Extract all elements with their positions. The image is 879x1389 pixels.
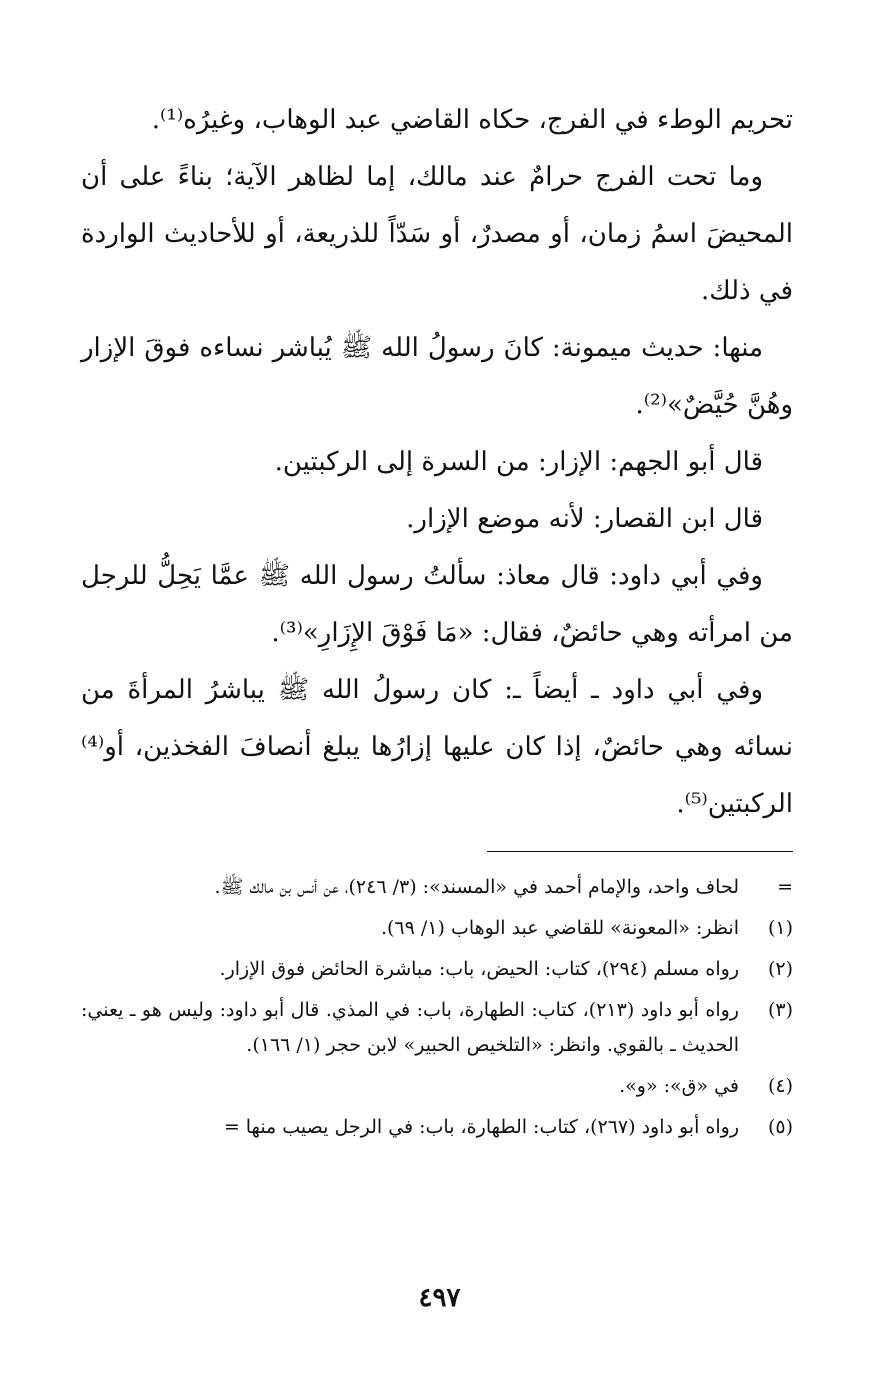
footnote-separator: [487, 851, 793, 852]
footnote-text: انظر: «المعونة» للقاضي عبد الوهاب (١/ ٦٩).: [380, 917, 739, 939]
page-number: ٤٩٧: [418, 1283, 461, 1313]
footnote-marker: (٢): [767, 958, 793, 980]
footnote-marker: (٣): [767, 999, 793, 1021]
footnote-text: رواه مسلم (٢٩٤)، كتاب: الحيض، باب: مباشرة الحائض فوق الإزار.: [219, 958, 739, 980]
paragraph-3: منها: حديث ميمونة: كانَ رسولُ الله ﷺ يُباشر نساءه فوقَ الإزار وهُنَّ حُيَّضٌ»⁽²⁾.: [81, 333, 793, 420]
paragraph-4: قال أبو الجهم: الإزار: من السرة إلى الركبتين.: [274, 447, 763, 477]
footnote-4: [81, 1069, 793, 1104]
paragraph-6: وفي أبي داود: قال معاذ: سألتُ رسول الله ﷺ عمَّا يَحِلُّ للرجل من امرأته وهي حائضٌ، فقال: «مَا فَوْقَ الإِزَارِ»⁽³⁾.: [81, 561, 793, 648]
footnote-3: [81, 993, 793, 1063]
paragraph-2: وما تحت الفرج حرامٌ عند مالك، إما لظاهر الآية؛ بناءً على أن المحيضَ اسمُ زمان، أو مصدرٌ، أو سَدّاً للذريعة، أو للأحاديث الواردة في ذلك.: [81, 162, 793, 306]
footnote-1: [81, 911, 793, 946]
paragraph-5: قال ابن القصار: لأنه موضع الإزار.: [406, 504, 763, 534]
paragraph-7: وفي أبي داود ـ أيضاً ـ: كان رسولُ الله ﷺ يباشرُ المرأةَ من نسائه وهي حائضٌ، إذا كان عليها إزارُها يبلغ أنصافَ الفخذين، أو⁽⁴⁾ الركبتين⁽⁵⁾.: [81, 675, 793, 819]
footnote-marker: =: [777, 876, 793, 898]
footnote-marker: (١): [767, 917, 793, 939]
footnote-2: [81, 952, 793, 987]
footnote-5: [81, 1110, 793, 1145]
footnotes: [81, 870, 793, 1151]
paragraph-1: تحريم الوطء في الفرج، حكاه القاضي عبد الوهاب، وغيرُه⁽¹⁾.: [151, 105, 793, 135]
footnote-marker: (٤): [767, 1075, 793, 1097]
footnote-text: رواه أبو داود (٢١٣)، كتاب: الطهارة، باب: في المذي. قال أبو داود: وليس هو ـ يعني: الحديث ـ بالقوي. وانظر: «التلخيص الحبير» لابن حجر (١/ ١٦٦).: [81, 999, 739, 1056]
footnote-continued: [81, 870, 793, 905]
main-text: [81, 92, 793, 833]
footnote-text: في «ق»: «و».: [619, 1075, 739, 1097]
footnote-text: رواه أبو داود (٢٦٧)، كتاب: الطهارة، باب: في الرجل يصيب منها =: [223, 1116, 739, 1138]
footnote-marker: (٥): [767, 1116, 793, 1138]
footnote-text: لحاف واحد، والإمام أحمد في «المسند»: (٣/ ٢٤٦)، عن أنس بن مالك ﷺ.: [214, 876, 739, 898]
